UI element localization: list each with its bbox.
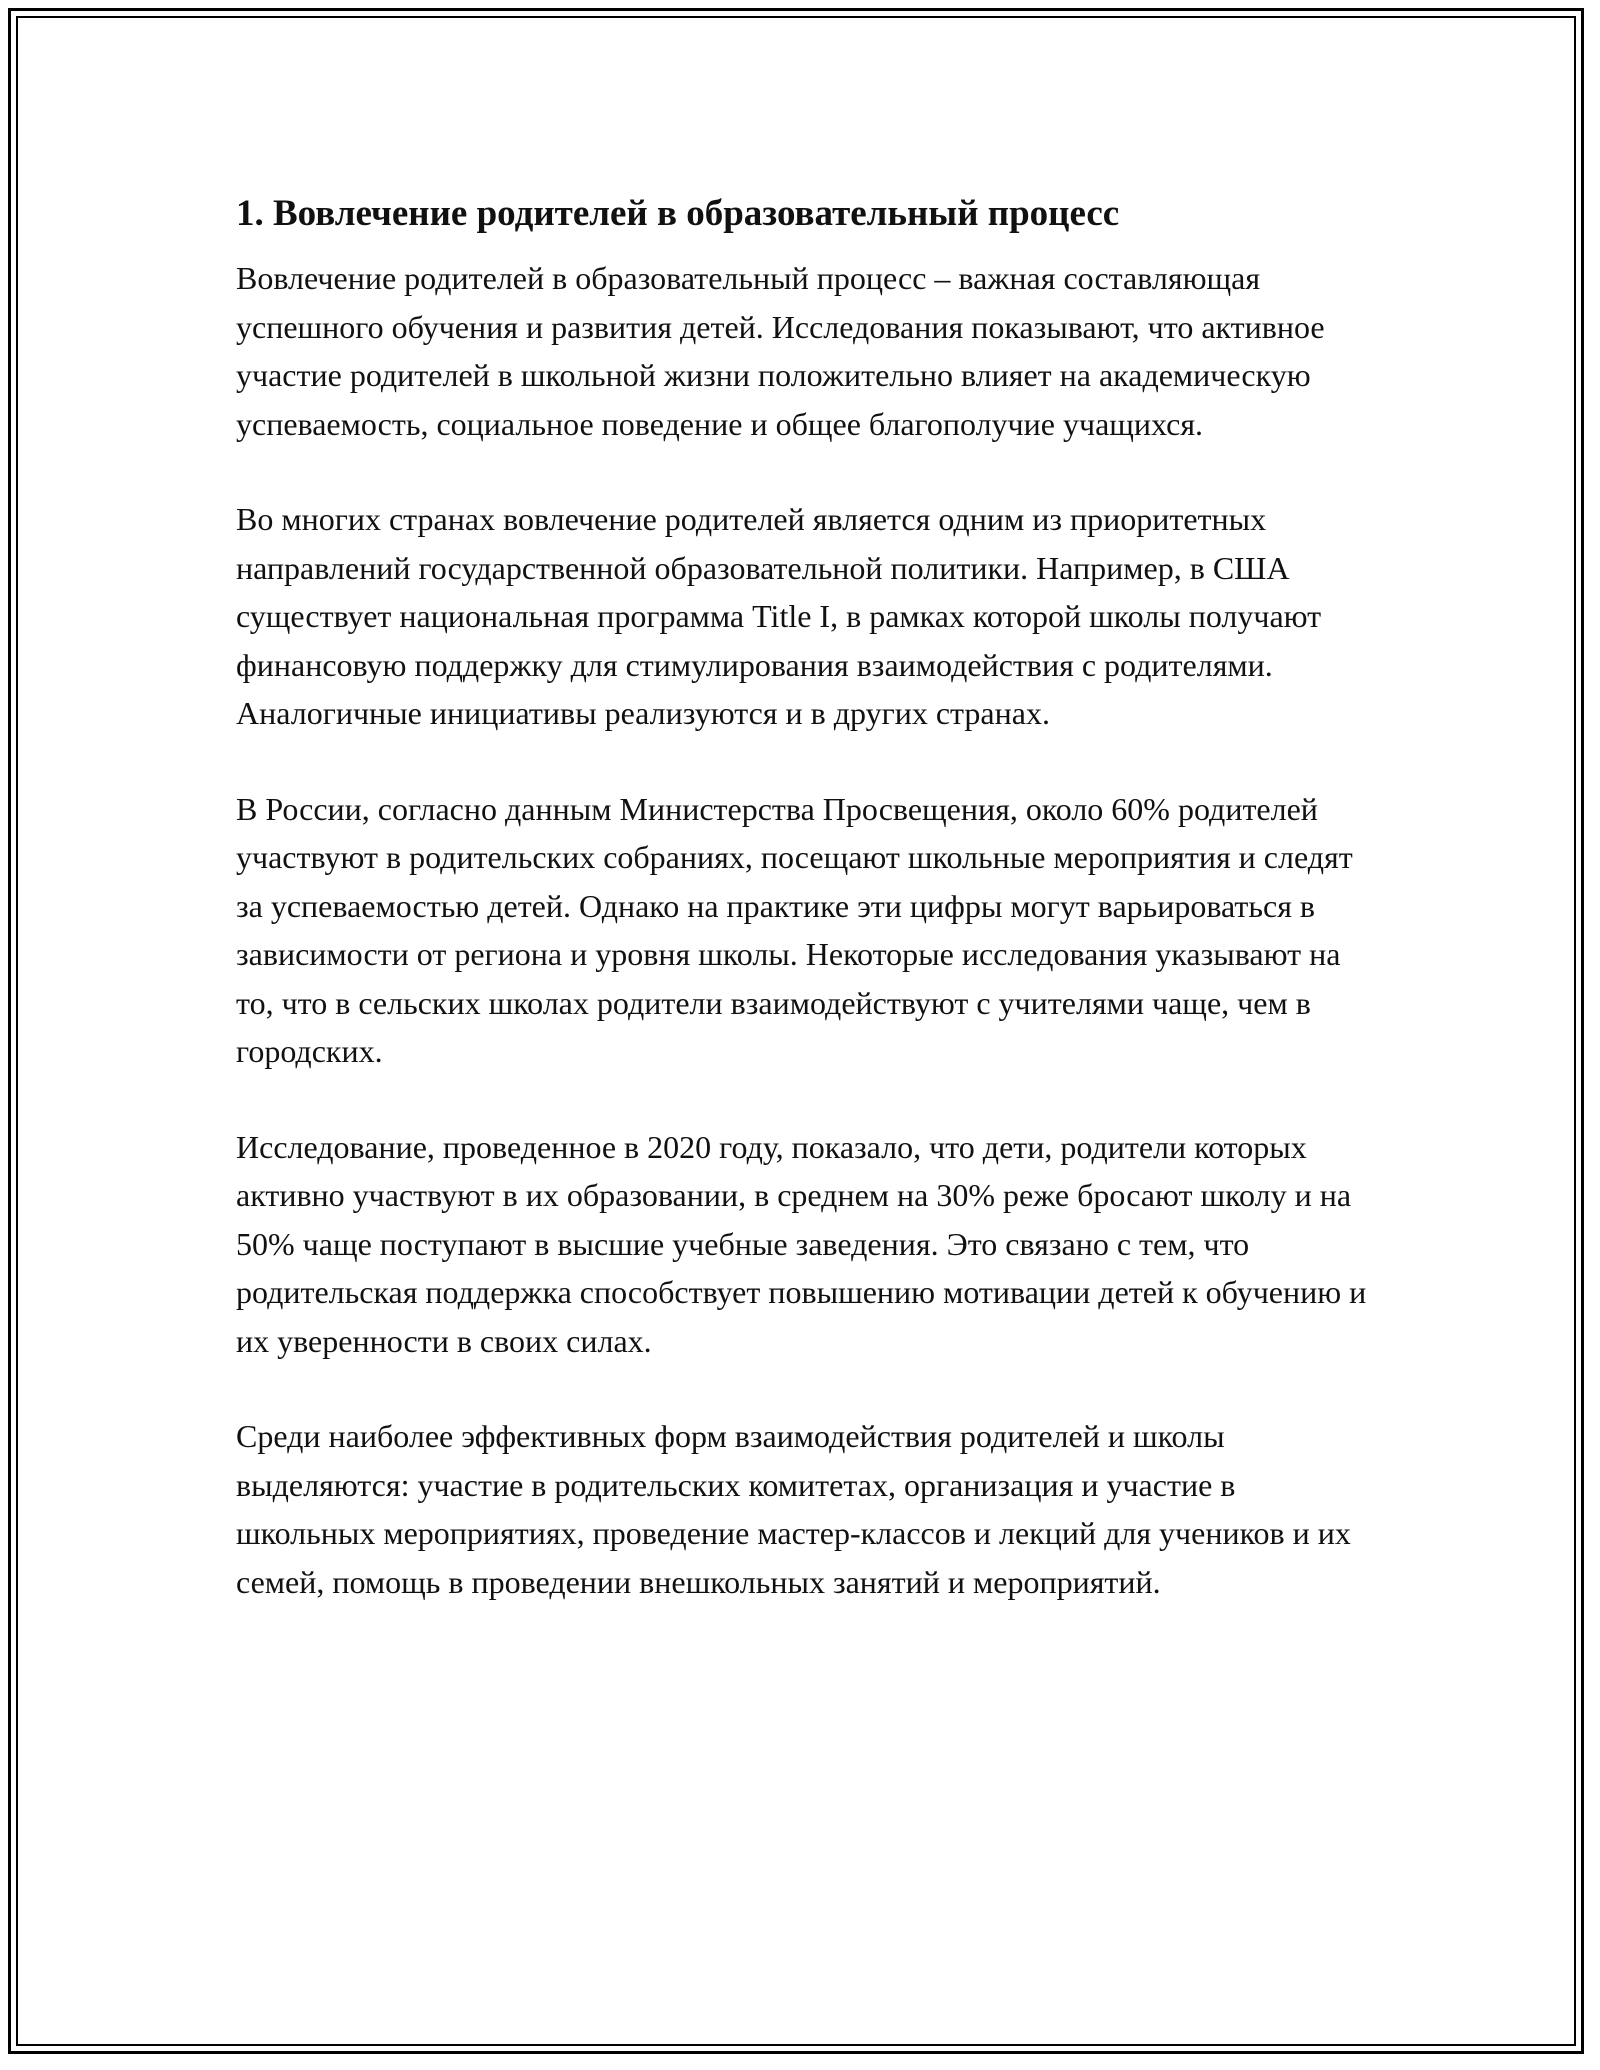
document-body — [236, 186, 1376, 1653]
paragraph-5: Среди наиболее эффективных форм взаимодействия родителей и школы выделяются: участие в родительских комитетах, организация и участие в школьных мероприятиях, проведение мастер-классов и лекций для учеников и их семей, помощь в проведении внешкольных занятий и мероприятий. — [236, 1418, 1351, 1600]
paragraph-1: Вовлечение родителей в образовательный процесс – важная составляющая успешного обучения и развития детей. Исследования показывают, что активное участие родителей в школьной жизни положительно влияет на академическую успеваемость, социальное поведение и общее благополучие учащихся. — [236, 260, 1325, 442]
paragraph-4: Исследование, проведенное в 2020 году, показало, что дети, родители которых активно участвуют в их образовании, в среднем на 30% реже бросают школу и на 50% чаще поступают в высшие учебные заведения. Это связано с тем, что родительская поддержка способствует повышению мотивации детей к обучению и их уверенности в своих силах. — [236, 1128, 1367, 1359]
paragraph-3: В России, согласно данным Министерства Просвещения, около 60% родителей участвуют в родительских собраниях, посещают школьные мероприятия и следят за успеваемостью детей. Однако на практике эти цифры могут варьироваться в зависимости от региона и уровня школы. Некоторые исследования указывают на то, что в сельских школах родители взаимодействуют с учителями чаще, чем в городских. — [236, 790, 1353, 1069]
section-heading: 1. Вовлечение родителей в образовательный процесс — [236, 193, 1120, 234]
paragraph-2: Во многих странах вовлечение родителей является одним из приоритетных направлений государственной образовательной политики. Например, в США существует национальная программа Title I, в рамках которой школы получают финансовую поддержку для стимулирования взаимодействия с родителями. Аналогичные инициативы реализуются и в других странах. — [236, 501, 1322, 731]
